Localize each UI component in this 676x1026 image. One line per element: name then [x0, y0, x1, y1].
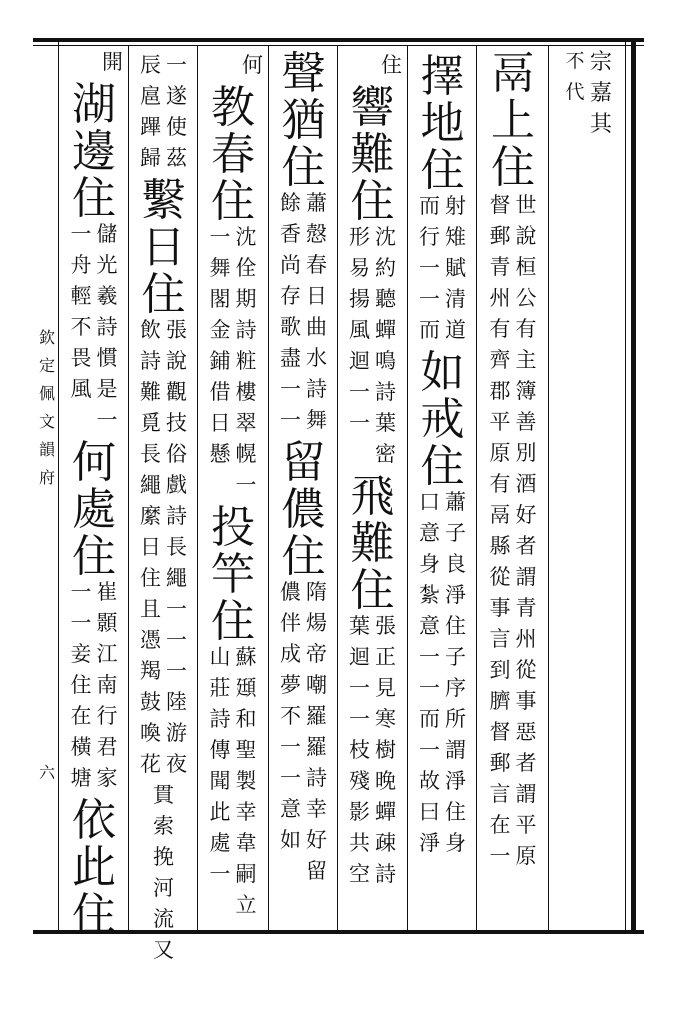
column-7: [130, 55, 197, 1026]
column-1: [552, 52, 624, 1023]
entry-head: 湖 邊 住: [72, 79, 116, 224]
entry-note-right: 崔 顥 江 南 行 君 家: [96, 580, 118, 790]
entry-note-right: 張 說 觀 技 俗 戲 詩 長 繩 一 一 一 陸 游 夜: [166, 318, 187, 776]
column-rule: [476, 45, 477, 930]
entry-note-right: 沈 佺 期 詩 粧 樓 翠 幌 一: [235, 225, 257, 497]
entry-note-left: 口 意 身 紮 意 一 一 而 一 故 曰 淨: [419, 490, 440, 855]
entry-head: 依 此 住: [72, 795, 116, 940]
entry-head: 繫 日 住: [141, 175, 186, 320]
entry-note-left: 葉 迴 一 一 枝 殘 影 共 空: [349, 614, 370, 886]
entry-head: 留 儂 住: [281, 437, 326, 582]
entry-prefix: 何: [242, 53, 263, 77]
entry-note-left: 而 行 一 一 而: [419, 194, 440, 342]
col1-left-text: 不 代: [565, 50, 585, 103]
entry-note-left: 督 郵 青 州 有 齊 郡 平 原 有 鬲 縣 從 事 言 到 臍 督 郵 言 在 一: [489, 193, 511, 868]
entry-note-right: 世 說 桓 公 有 主 簿 善 別 酒 好 者 謂 青 州 從 事 惡 者 謂 平 原: [515, 193, 537, 868]
folio-number: 六: [38, 763, 55, 782]
entry-prefix: 開: [102, 50, 123, 74]
entry-prefix: 住: [381, 53, 402, 77]
column-5: [270, 48, 337, 1023]
right-border: [631, 38, 636, 934]
column-2: [479, 48, 547, 1023]
entry-note-left: 餘 香 尚 存 歌 盡 一 一: [280, 191, 301, 432]
entry-note-right: 沈 約 聽 蟬 鳴 詩 葉 密: [375, 225, 396, 466]
entry-note-right: 蕭 子 良 淨 住 子 序 所 謂 淨 住 身: [445, 490, 466, 855]
entry-note-left: 一 一 妾 住 在 橫 塘: [70, 580, 92, 790]
entry-head: 鬲 上 住: [491, 48, 535, 193]
entry-note-right: 射 雉 賦 清 道: [445, 194, 466, 342]
entry-note-left: 山 莊 詩 傳 聞 此 處 一: [209, 645, 231, 886]
entry-head: 飛 難 住: [350, 471, 395, 616]
entry-note-right: 隋 煬 帝 嘲 羅 羅 詩 幸 好 留: [306, 580, 327, 883]
column-rule: [548, 45, 549, 930]
spine-text: 欽 定 佩 文 韻 府: [38, 328, 55, 487]
col1-right-text: 宗 嘉 其: [589, 50, 612, 137]
spine-label: [36, 330, 58, 530]
top-border: [33, 38, 644, 42]
entry-note-left: 一 舟 輕 不 畏 風: [70, 222, 92, 401]
entry-head: 擇 地 住: [420, 51, 465, 196]
top-border-inner: [33, 45, 644, 46]
column-3: [409, 51, 476, 1026]
entry-head: 如 戒 住: [420, 347, 465, 492]
entry-note-tail: 貫 索 挽 河 流 又: [153, 783, 174, 962]
column-6: [199, 55, 267, 1026]
right-border-inner: [625, 38, 626, 934]
column-rule: [268, 45, 269, 930]
entry-head: 響 難 住: [350, 82, 395, 227]
spine-border: [58, 38, 59, 934]
entry-head: 聲 猶 住: [281, 48, 326, 193]
entry-note-right: 蘇 頲 和 聖 製 幸 韋 嗣 立: [235, 645, 257, 917]
column-8: [61, 52, 127, 1023]
entry-head: 教 春 住: [211, 82, 255, 227]
entry-prefix-left: 辰 扈 蹕 歸: [140, 53, 161, 170]
column-4: [339, 55, 406, 1026]
column-rule: [197, 45, 198, 930]
entry-note-right: 張 正 見 寒 樹 晚 蟬 疎 詩: [375, 614, 396, 886]
entry-note-right: 蕭 慤 春 日 曲 水 詩 舞: [306, 191, 327, 432]
column-rule: [407, 45, 408, 930]
entry-note-left: 儂 伴 成 夢 不 一 一 意 如: [280, 580, 301, 852]
column-rule: [128, 45, 129, 930]
entry-note-left: 飲 詩 難 覓 長 繩 縻 日 住 且 憑 羯 鼓 喚 花: [140, 318, 161, 776]
entry-note-left: 形 易 揚 風 迴 一 一: [349, 225, 370, 435]
entry-head: 何 處 住: [72, 437, 116, 582]
entry-note-left: 一 舞 閣 金 鋪 借 日 懸: [209, 225, 231, 466]
column-rule: [337, 45, 338, 930]
entry-head: 投 竿 住: [211, 502, 255, 647]
entry-prefix-right: 一 遂 使 茲: [166, 53, 187, 170]
entry-note-right: 儲 光 羲 詩 慣 是 一: [96, 222, 118, 432]
